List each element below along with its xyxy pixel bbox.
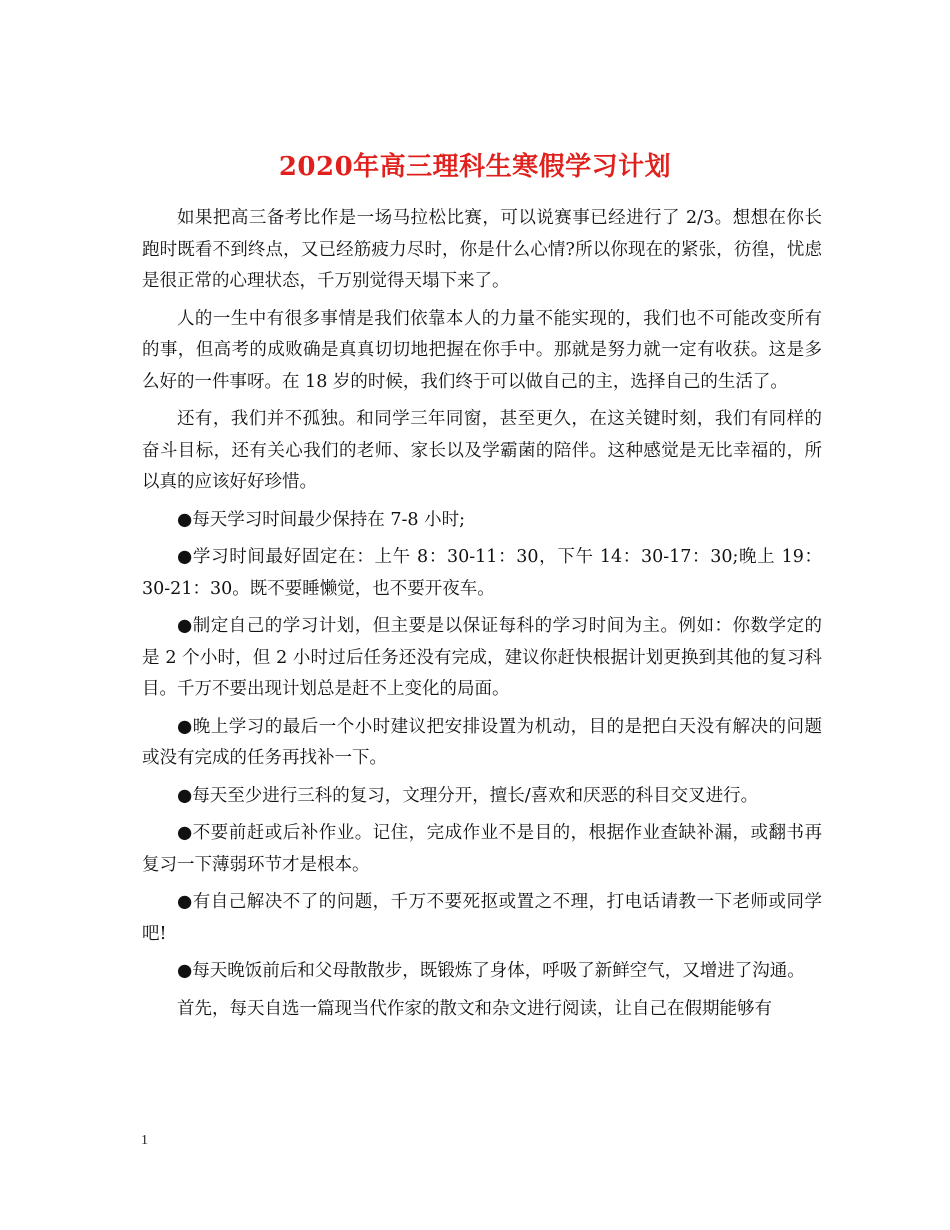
bullet-item: ●每天晚饭前后和父母散散步，既锻炼了身体，呼吸了新鲜空气，又增进了沟通。 [177, 961, 805, 981]
paragraph: 还有，我们并不孤独。和同学三年同窗，甚至更久，在这关键时刻，我们有同样的奋斗目标，还有关心我们的老师、家长以及学霸菌的陪伴。这种感觉是无比幸福的，所以真的应该好好珍惜。 [142, 409, 822, 492]
paragraph: 首先，每天自选一篇现当代作家的散文和杂文进行阅读，让自己在假期能够有 [177, 998, 772, 1019]
document-body [142, 203, 822, 1031]
bullet-item: ●晚上学习的最后一个小时建议把安排设置为机动，目的是把白天没有解决的问题或没有完成的任务再找补一下。 [142, 716, 822, 768]
bullet-item: ●有自己解决不了的问题，千万不要死抠或置之不理，打电话请教一下老师或同学吧! [142, 892, 822, 944]
paragraph: 如果把高三备考比作是一场马拉松比赛，可以说赛事已经进行了 2/3。想想在你长跑时既看不到终点，又已经筋疲力尽时，你是什么心情?所以你现在的紧张，彷徨，忧虑是很正常的心理状态，千万别觉得天塌下来了。 [142, 208, 822, 291]
bullet-item: ●学习时间最好固定在：上午 8：30-11：30，下午 14：30-17：30;晚上 19：30-21：30。既不要睡懒觉，也不要开夜车。 [142, 547, 822, 599]
document-title: 2020年高三理科生寒假学习计划 [278, 152, 672, 183]
bullet-item: ●每天至少进行三科的复习，文理分开，擅长/喜欢和厌恶的科目交叉进行。 [177, 785, 759, 806]
bullet-item: ●不要前赶或后补作业。记住，完成作业不是目的，根据作业查缺补漏，或翻书再复习一下薄弱环节才是根本。 [142, 823, 822, 875]
paragraph: 人的一生中有很多事情是我们依靠本人的力量不能实现的，我们也不可能改变所有的事，但高考的成败确是真真切切地把握在你手中。那就是努力就一定有收获。这是多么好的一件事呀。在 18 岁的时候，我们终于可以做自己的主，选择自己的生活了。 [142, 308, 822, 392]
page-number: 1 [141, 1133, 148, 1148]
bullet-item: ●制定自己的学习计划，但主要是以保证每科的学习时间为主。例如：你数学定的是 2 个小时，但 2 小时过后任务还没有完成，建议你赶快根据计划更换到其他的复习科目。千万不要出现计划总是赶不上变化的局面。 [142, 616, 822, 699]
bullet-item: ●每天学习时间最少保持在 7-8 小时; [177, 509, 465, 530]
